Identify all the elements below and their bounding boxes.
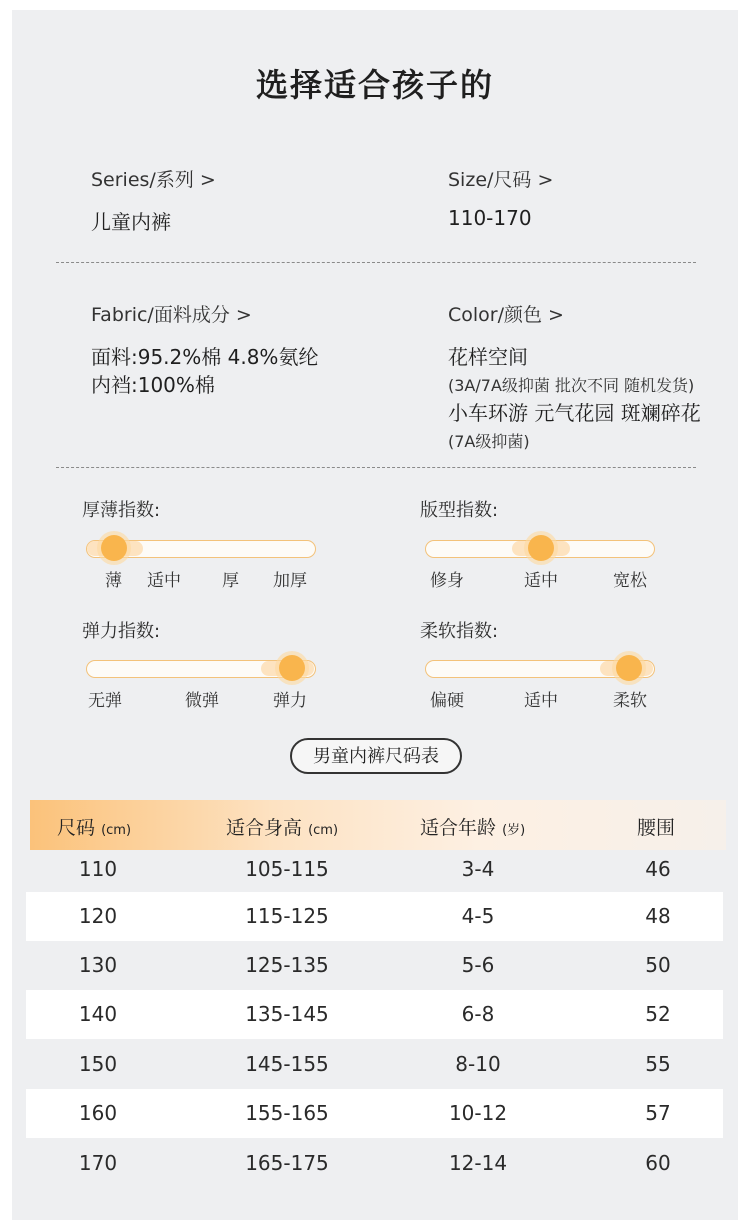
cell-age: 3-4: [461, 857, 495, 881]
elastic-tick: 微弹: [185, 691, 219, 711]
size-chart-badge: 男童内裤尺码表: [290, 738, 462, 774]
table-header: [30, 800, 726, 850]
thickness-index-title: 厚薄指数:: [82, 500, 161, 521]
thickness-tick: 加厚: [273, 571, 307, 591]
cell-size: 120: [78, 904, 118, 928]
thickness-tick: 薄: [105, 571, 122, 591]
cell-waist: 52: [645, 1002, 671, 1026]
softness-index-marker: [616, 655, 642, 681]
header-waist: [637, 813, 675, 840]
header-size: [57, 813, 131, 840]
elastic-index-title: 弹力指数:: [82, 621, 161, 642]
size-value: 110-170: [448, 206, 532, 230]
color-line-2: 小车环游 元气花园 斑斓碎花: [448, 401, 701, 425]
elastic-tick: 无弹: [88, 691, 122, 711]
fit-index-track: [425, 540, 655, 558]
elastic-tick: 弹力: [273, 691, 307, 711]
cell-height: 165-175: [245, 1151, 329, 1175]
size-label: Size/尺码 >: [448, 169, 554, 191]
fit-tick: 修身: [430, 571, 464, 591]
color-line-1: 花样空间: [448, 345, 528, 369]
cell-age: 8-10: [455, 1052, 501, 1076]
softness-index-title: 柔软指数:: [420, 621, 499, 642]
header-height-unit: (cm): [308, 823, 339, 838]
cell-height: 115-125: [245, 904, 329, 928]
color-label: Color/颜色 >: [448, 304, 564, 326]
fit-tick: 宽松: [613, 571, 647, 591]
header-height-label: 适合身高: [226, 817, 303, 839]
thickness-tick: 适中: [147, 571, 181, 591]
fit-index-marker: [528, 535, 554, 561]
page-title: 选择适合孩子的: [255, 66, 494, 104]
cell-height: 145-155: [245, 1052, 329, 1076]
cell-height: 155-165: [245, 1101, 329, 1125]
cell-waist: 60: [645, 1151, 671, 1175]
cell-height: 135-145: [245, 1002, 329, 1026]
softness-tick: 柔软: [613, 691, 647, 711]
fabric-label: Fabric/面料成分 >: [91, 304, 252, 326]
fit-index-title: 版型指数:: [420, 500, 499, 521]
divider: [56, 262, 696, 263]
thickness-index-marker: [101, 535, 127, 561]
cell-waist: 48: [645, 904, 671, 928]
header-height: [226, 813, 338, 840]
cell-height: 125-135: [245, 953, 329, 977]
softness-tick: 偏硬: [430, 691, 464, 711]
header-size-label: 尺码: [57, 817, 96, 839]
fabric-line-1: 面料:95.2%棉 4.8%氨纶: [91, 345, 319, 369]
cell-waist: 55: [645, 1052, 671, 1076]
cell-waist: 46: [645, 857, 671, 881]
header-age-label: 适合年龄: [420, 817, 497, 839]
cell-age: 4-5: [461, 904, 495, 928]
divider: [56, 467, 696, 468]
cell-age: 10-12: [448, 1101, 508, 1125]
elastic-index-track: [86, 660, 316, 678]
cell-size: 170: [78, 1151, 118, 1175]
softness-tick: 适中: [524, 691, 558, 711]
cell-height: 105-115: [245, 857, 329, 881]
header-size-unit: (cm): [101, 823, 132, 838]
header-age: [420, 813, 525, 840]
thickness-index-track: [86, 540, 316, 558]
cell-size: 130: [78, 953, 118, 977]
header-age-unit: (岁): [502, 823, 526, 838]
softness-index-track: [425, 660, 655, 678]
cell-size: 150: [78, 1052, 118, 1076]
elastic-index-marker: [279, 655, 305, 681]
cell-size: 110: [78, 857, 118, 881]
cell-age: 6-8: [461, 1002, 495, 1026]
fit-tick: 适中: [524, 571, 558, 591]
series-label: Series/系列 >: [91, 169, 216, 191]
color-note-2: (7A级抑菌): [448, 432, 530, 451]
cell-waist: 50: [645, 953, 671, 977]
cell-size: 140: [78, 1002, 118, 1026]
cell-age: 12-14: [448, 1151, 508, 1175]
fabric-line-2: 内裆:100%棉: [91, 373, 215, 397]
series-value: 儿童内裤: [91, 210, 171, 234]
thickness-tick: 厚: [222, 571, 239, 591]
cell-size: 160: [78, 1101, 118, 1125]
cell-age: 5-6: [461, 953, 495, 977]
header-waist-label: 腰围: [637, 817, 676, 839]
color-note-1: (3A/7A级抑菌 批次不同 随机发货): [448, 376, 695, 395]
cell-waist: 57: [645, 1101, 671, 1125]
